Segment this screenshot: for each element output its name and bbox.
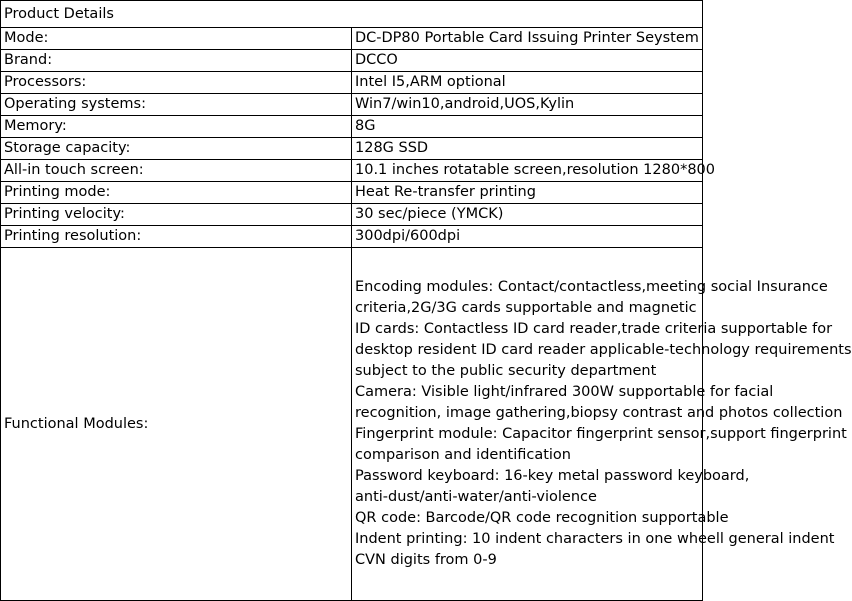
table-row-touch-screen	[1, 160, 703, 182]
row-value: Heat Re-transfer printing	[352, 182, 703, 204]
row-value: Intel I5,ARM optional	[352, 72, 703, 94]
functional-line: Camera: Visible light/infrared 300W supportable for facial	[355, 384, 774, 400]
table-row-storage	[1, 138, 703, 160]
functional-line: Encoding modules: Contact/contactless,meeting social Insurance	[355, 279, 828, 295]
row-label: Printing mode:	[1, 182, 352, 204]
functional-modules-value	[352, 248, 852, 601]
table-row-mode	[1, 28, 703, 50]
row-value: 128G SSD	[352, 138, 703, 160]
row-label: Printing resolution:	[1, 226, 352, 248]
row-label: Storage capacity:	[1, 138, 352, 160]
table-row-printing-velocity	[1, 204, 703, 226]
functional-line: comparison and identification	[355, 447, 571, 463]
title-row	[1, 1, 703, 28]
functional-line: QR code: Barcode/QR code recognition supportable	[355, 510, 729, 526]
table-row-operating-systems	[1, 94, 703, 116]
functional-line: anti-dust/anti-water/anti-violence	[355, 489, 597, 505]
row-value: DC-DP80 Portable Card Issuing Printer Seystem	[352, 28, 703, 50]
row-value: 10.1 inches rotatable screen,resolution 1280*800	[352, 160, 703, 182]
functional-line: ID cards: Contactless ID card reader,trade criteria supportable for	[355, 321, 833, 337]
row-value: Win7/win10,android,UOS,Kylin	[352, 94, 703, 116]
functional-line: Password keyboard: 16-key metal password keyboard,	[355, 468, 750, 484]
row-label: All-in touch screen:	[1, 160, 352, 182]
row-label: Processors:	[1, 72, 352, 94]
table-row-processors	[1, 72, 703, 94]
table-row-printing-resolution	[1, 226, 703, 248]
row-label: Operating systems:	[1, 94, 352, 116]
functional-line: desktop resident ID card reader applicable-technology requirements	[355, 342, 852, 358]
table-row-functional-modules	[1, 248, 703, 601]
row-value: 30 sec/piece (YMCK)	[352, 204, 703, 226]
functional-line: Indent printing: 10 indent characters in one wheell general indent	[355, 531, 835, 547]
row-label: Memory:	[1, 116, 352, 138]
table-row-brand	[1, 50, 703, 72]
row-label: Brand:	[1, 50, 352, 72]
row-value: 8G	[352, 116, 703, 138]
table-row-memory	[1, 116, 703, 138]
table-row-printing-mode	[1, 182, 703, 204]
row-label: Printing velocity:	[1, 204, 352, 226]
functional-line: recognition, image gathering,biopsy contrast and photos collection	[355, 405, 843, 421]
row-label: Functional Modules:	[1, 248, 352, 601]
functional-line: CVN digits from 0-9	[355, 552, 497, 568]
row-value: 300dpi/600dpi	[352, 226, 703, 248]
functional-line: criteria,2G/3G cards supportable and magnetic	[355, 300, 697, 316]
row-label: Mode:	[1, 28, 352, 50]
functional-line: Fingerprint module: Capacitor fingerprint sensor,support fingerprint	[355, 426, 847, 442]
table-title: Product Details	[1, 1, 703, 28]
row-value: DCCO	[352, 50, 703, 72]
functional-line: subject to the public security department	[355, 363, 657, 379]
